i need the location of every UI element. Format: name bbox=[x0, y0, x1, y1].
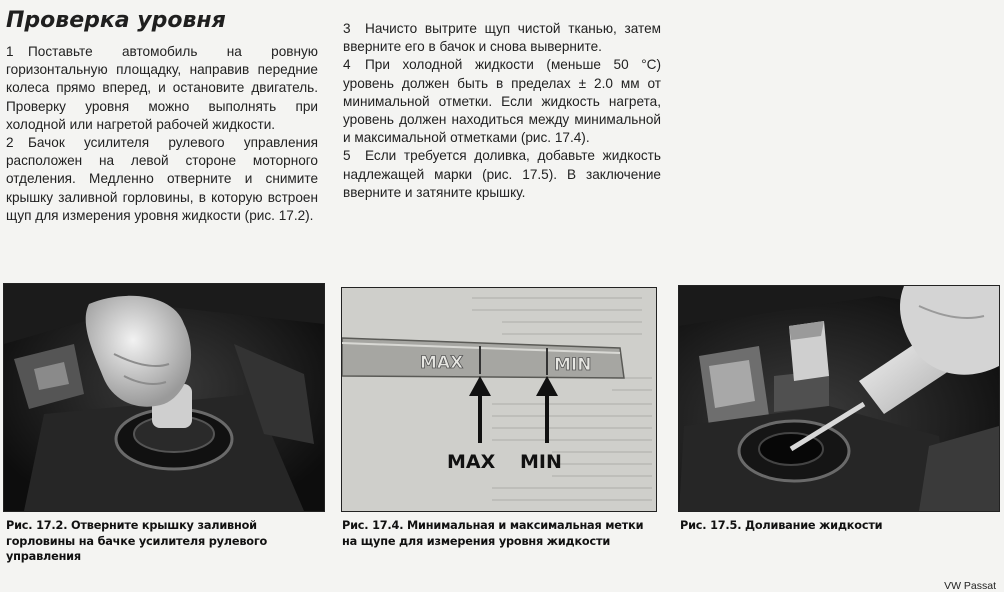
label-max: MAX bbox=[447, 451, 496, 473]
label-min: MIN bbox=[520, 451, 562, 473]
figure-17-4-photo bbox=[341, 287, 657, 512]
step-number: 1 bbox=[6, 44, 14, 59]
section-heading: Проверка уровня bbox=[6, 8, 226, 33]
step-paragraph bbox=[6, 43, 318, 134]
dipstick-min-mark: MIN bbox=[554, 355, 592, 375]
step-number: 3 bbox=[343, 21, 351, 36]
page-footer: VW Passat bbox=[944, 580, 996, 592]
figure-caption: Рис. 17.5. Доливание жидкости bbox=[680, 519, 883, 532]
step-text: Бачок усилителя рулевого управления расположен на левой стороне моторного отделения. Медленно отверните и снимите крышку заливной горловины, в которую встроен щуп для измерения уровня жидкости (рис. 17.2). bbox=[6, 135, 318, 223]
step-paragraph bbox=[343, 147, 661, 202]
step-paragraph bbox=[6, 134, 318, 225]
step-number: 5 bbox=[343, 148, 351, 164]
step-text: Поставьте автомобиль на ровную горизонтальную площадку, направив передние колеса прямо вперед, и остановите двигатель. Проверку уровня можно выполнять при холодной или нагретой рабочей жидкости. bbox=[6, 44, 318, 132]
step-text: Если требуется доливка, добавьте жидкость надлежащей марки (рис. 17.5). В заключение вверните и затяните крышку. bbox=[343, 148, 661, 200]
text-column-right bbox=[343, 20, 661, 202]
figure-17-5-photo bbox=[678, 285, 1000, 512]
step-paragraph bbox=[343, 20, 661, 56]
step-text: При холодной жидкости (меньше 50 °С) уровень должен быть в пределах ± 2.0 мм от минимальной отметки. Если жидкость нагрета, уровень должен находиться между минимальной и максимальной отметками (рис. 17.4). bbox=[343, 57, 661, 146]
pouring-fluid-photo bbox=[679, 286, 999, 511]
step-text: Начисто вытрите щуп чистой тканью, затем вверните его в бачок и снова выверните. bbox=[343, 21, 661, 55]
step-number: 4 bbox=[343, 57, 351, 73]
figure-caption: Рис. 17.4. Минимальная и максимальная метки на щупе для измерения уровня жидкости bbox=[342, 519, 644, 548]
dipstick-max-mark: MAX bbox=[420, 353, 464, 373]
step-paragraph bbox=[343, 56, 661, 147]
text-column-left bbox=[6, 43, 318, 225]
figure-17-2-photo bbox=[3, 283, 325, 512]
reservoir-cap-photo bbox=[4, 284, 324, 511]
step-number: 2 bbox=[6, 135, 14, 151]
figure-caption: Рис. 17.2. Отверните крышку заливной горловины на бачке усилителя рулевого управления bbox=[6, 519, 268, 563]
dipstick-photo bbox=[342, 288, 656, 511]
